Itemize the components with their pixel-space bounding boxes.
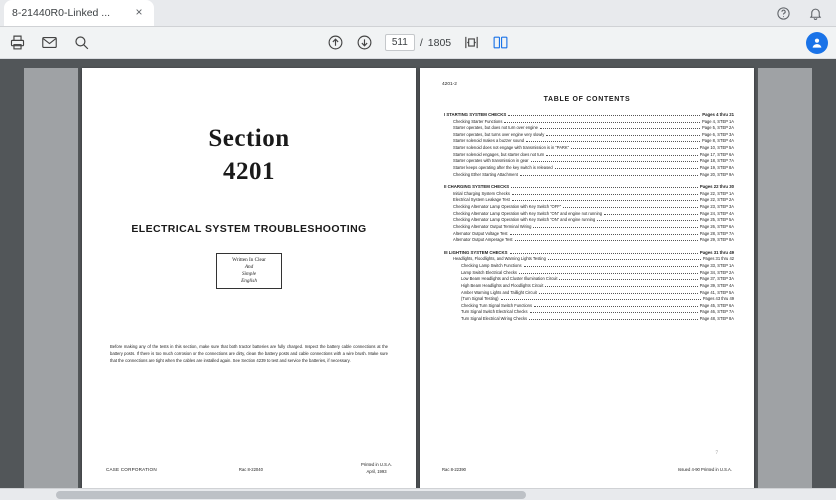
tab-strip bbox=[0, 0, 836, 27]
toc-entry[interactable] bbox=[444, 224, 734, 231]
page-number-input[interactable] bbox=[385, 34, 415, 51]
toc-entry-label: Starter keeps operating after the key switch is released bbox=[453, 164, 553, 170]
stamp-line-2: And bbox=[244, 263, 254, 270]
toc-group-heading[interactable] bbox=[444, 250, 734, 255]
toc-entry-page: Page 28, STEP 7A bbox=[699, 230, 734, 236]
toc-entry[interactable] bbox=[444, 296, 734, 303]
toc-leader-dots bbox=[526, 141, 700, 142]
toc-heading-page: Pages 22 thru 30 bbox=[699, 184, 734, 190]
toc-entry[interactable] bbox=[444, 283, 734, 290]
toc-entry-page: Page 37, STEP 3A bbox=[699, 276, 734, 282]
form-number: Rac 8-22040 bbox=[238, 467, 263, 472]
toc-group bbox=[444, 184, 734, 244]
toc-group bbox=[444, 250, 734, 323]
toc-entry-label: Turn Signal Electrical Wiring Checks bbox=[461, 316, 528, 322]
toc-entry-page: Page 17, STEP 6A bbox=[699, 151, 734, 157]
toc-leader-dots bbox=[540, 128, 700, 129]
toc-heading-page: Pages 4 thru 21 bbox=[702, 112, 734, 117]
toc-entry-label: High Beam Headlights and Floodlights Circuit bbox=[461, 282, 544, 288]
toc-leader-dots bbox=[520, 175, 698, 176]
toolbar-center-group bbox=[0, 34, 836, 52]
toc-entry[interactable] bbox=[444, 165, 734, 172]
toc-leader-dots bbox=[546, 155, 697, 156]
toc-leader-dots bbox=[504, 122, 700, 123]
toc-group-heading[interactable] bbox=[444, 184, 734, 189]
toc-entry[interactable] bbox=[444, 211, 734, 218]
written-in-clear-english-stamp bbox=[216, 253, 282, 289]
two-page-view-icon[interactable] bbox=[491, 34, 509, 52]
toc-entry-page: Pages 31 thru 42 bbox=[702, 256, 734, 262]
toc-entry[interactable] bbox=[444, 145, 734, 152]
next-page-edge bbox=[758, 68, 812, 488]
toc-entry-page: Page 39, STEP 4A bbox=[699, 282, 734, 288]
document-page-left bbox=[82, 68, 416, 488]
toc-leader-dots bbox=[510, 253, 698, 254]
toc-heading-page: Pages 31 thru 49 bbox=[699, 249, 734, 255]
toc-entry-label: Starter operates with transmission in gear bbox=[453, 158, 529, 164]
previous-page-edge bbox=[24, 68, 78, 488]
toc-entry[interactable] bbox=[444, 191, 734, 198]
toc-leader-dots bbox=[531, 161, 698, 162]
stamp-line-4: English bbox=[241, 277, 257, 284]
toc-entry[interactable] bbox=[444, 309, 734, 316]
toolbar-right-group bbox=[806, 32, 828, 54]
toc-entry-label: Checking Alternator Lamp Operation with Key Switch “ON” and engine running bbox=[453, 217, 596, 223]
toc-entry-label: Starter solenoid makes a buzzer sound bbox=[453, 138, 524, 144]
document-viewer[interactable] bbox=[0, 59, 836, 488]
toc-entry-page: Page 8, STEP 4A bbox=[701, 138, 734, 144]
toc-entry-page: Page 48, STEP 8A bbox=[699, 316, 734, 322]
toc-entry-label: Checking Turn Signal Switch Functions bbox=[461, 302, 532, 308]
toc-entry[interactable] bbox=[444, 256, 734, 263]
toc-entry[interactable] bbox=[444, 290, 734, 297]
toc-entry-label: Alternator Output Amperage Test bbox=[453, 237, 513, 243]
toc-entry[interactable] bbox=[444, 132, 734, 139]
toc-leader-dots bbox=[501, 299, 701, 300]
toc-entry-page: Page 45, STEP 6A bbox=[699, 302, 734, 308]
toc-entry-page: Page 22, STEP 1A bbox=[699, 190, 734, 196]
toc-leader-dots bbox=[539, 293, 698, 294]
horizontal-scrollbar[interactable] bbox=[0, 488, 836, 500]
toc-leader-dots bbox=[563, 207, 698, 208]
toc-heading-label: I STARTING SYSTEM CHECKS bbox=[444, 112, 507, 117]
page-separator: / bbox=[419, 36, 423, 49]
toc-leader-dots bbox=[512, 200, 698, 201]
toc-entry-page: Page 25, STEP 5A bbox=[699, 217, 734, 223]
toc-leader-dots bbox=[604, 214, 698, 215]
print-date: April, 1993 bbox=[366, 468, 387, 474]
tab-document[interactable] bbox=[4, 0, 154, 26]
toc-leader-dots bbox=[508, 115, 700, 116]
toc-entry-label: Starter solenoid engages, but starter does not turn bbox=[453, 151, 545, 157]
toc-entry[interactable] bbox=[444, 231, 734, 238]
document-page-right bbox=[420, 68, 754, 488]
toc-entry[interactable] bbox=[444, 204, 734, 211]
stamp-line-3: Simple bbox=[241, 270, 257, 277]
toc-form-number: Rac 8-22390 bbox=[442, 467, 466, 472]
print-info bbox=[361, 462, 392, 475]
toc-entry-page: Page 34, STEP 2A bbox=[699, 269, 734, 275]
toc-heading-label: II CHARGING SYSTEM CHECKS bbox=[444, 184, 510, 190]
print-icon[interactable] bbox=[8, 34, 26, 52]
toc-leader-dots bbox=[571, 148, 698, 149]
toc-heading-label: III LIGHTING SYSTEM CHECKS bbox=[444, 249, 508, 255]
tab-strip-actions bbox=[774, 4, 836, 26]
toc-entry-label: Checking Alternator Lamp Operation with Key Switch “ON” and engine not running bbox=[453, 210, 603, 216]
toc-leader-dots bbox=[597, 220, 697, 221]
close-icon[interactable]: × bbox=[135, 5, 143, 19]
toc-entry-label: Starter operates, but turns over engine very slowly bbox=[453, 131, 545, 137]
toolbar-left-group bbox=[8, 34, 90, 52]
toc-entry-label: Checking Starter Functions bbox=[453, 118, 503, 124]
toc-leader-dots bbox=[546, 135, 700, 136]
toc-group-heading[interactable] bbox=[444, 112, 734, 117]
total-pages: 1805 bbox=[427, 36, 452, 49]
toc-entry-page: Page 23, STEP 3A bbox=[699, 204, 734, 210]
toc-entry[interactable] bbox=[444, 217, 734, 224]
page-indicator bbox=[385, 34, 451, 51]
toc-entry-label: Checking Alternator Output Terminal Wiring bbox=[453, 223, 532, 229]
table-of-contents-title: TABLE OF CONTENTS bbox=[543, 96, 631, 103]
section-title: Section bbox=[208, 125, 290, 152]
toc-print-info: Issued 4-90 Printed in U.S.A. bbox=[678, 467, 732, 472]
toc-entry-page: Pages 43 thru 49 bbox=[702, 296, 734, 302]
toc-entry[interactable] bbox=[444, 158, 734, 165]
toc-entry-label: Low Beam Headlights and Cluster Illumination Circuit bbox=[461, 276, 558, 282]
toc-entry-page: Page 4, STEP 1A bbox=[701, 118, 734, 124]
tab-title: 8-21440R0-Linked ... bbox=[12, 7, 111, 19]
toc-leader-dots bbox=[519, 273, 698, 274]
toc-entry[interactable] bbox=[444, 316, 734, 323]
toc-entry[interactable] bbox=[444, 270, 734, 277]
toc-group bbox=[444, 112, 734, 178]
toc-entry-label: Initial Charging System Checks bbox=[453, 190, 510, 196]
toc-entry-label: Turn Signal Switch Electrical Checks bbox=[461, 309, 528, 315]
toc-entry[interactable] bbox=[444, 237, 734, 244]
toc-entry-label: Checking Ether Starting Attachment bbox=[453, 171, 518, 177]
toc-entry-label: (Turn Signal Testing) bbox=[461, 296, 499, 302]
page-folio: 4201-2 bbox=[442, 82, 457, 87]
toc-leader-dots bbox=[533, 227, 697, 228]
toc-leader-dots bbox=[555, 168, 698, 169]
toc-entry[interactable] bbox=[444, 263, 734, 270]
toc-entry[interactable] bbox=[444, 276, 734, 283]
toc-entry-label: Lamp Switch Electrical Checks bbox=[461, 269, 517, 275]
stamp-line-1: Written In Clear bbox=[232, 257, 266, 263]
toc-entry-label: Starter operates, but does not turn over engine bbox=[453, 125, 538, 131]
toc-leader-dots bbox=[530, 312, 698, 313]
toc-leader-dots bbox=[510, 234, 698, 235]
toc-leader-dots bbox=[559, 279, 697, 280]
toc-entry-page: Page 19, STEP 8A bbox=[699, 164, 734, 170]
toc-entry-page: Page 24, STEP 4A bbox=[699, 210, 734, 216]
section-subtitle: ELECTRICAL SYSTEM TROUBLESHOOTING bbox=[131, 223, 367, 235]
toc-entry-page: Page 46, STEP 7A bbox=[699, 309, 734, 315]
scrollbar-thumb[interactable] bbox=[56, 491, 526, 499]
toc-entry-page: Page 5, STEP 2A bbox=[701, 125, 734, 131]
toc-entry-label: Checking Alternator Lamp Operation with Key Switch “OFF” bbox=[453, 204, 562, 210]
toc-leader-dots bbox=[545, 286, 697, 287]
toc-entry-page: Page 20, STEP 9A bbox=[699, 171, 734, 177]
toc-entry-label: Headlights, Floodlights, and Warning Lights Testing bbox=[453, 256, 546, 262]
toc-entry-page: Page 18, STEP 7A bbox=[699, 158, 734, 164]
pdf-toolbar bbox=[0, 27, 836, 59]
toc-entry[interactable] bbox=[444, 197, 734, 204]
toc-entry-page: Page 10, STEP 5A bbox=[699, 145, 734, 151]
print-country: Printed in U.S.A. bbox=[361, 462, 392, 468]
arrow-down-circle-icon[interactable] bbox=[356, 34, 374, 52]
section-number: 4201 bbox=[223, 158, 275, 185]
toc-entry-label: Electrical System Leakage Test bbox=[453, 197, 510, 203]
toc-entry-page: Page 6, STEP 3A bbox=[701, 131, 734, 137]
toc-entry-page: Page 29, STEP 8A bbox=[699, 237, 734, 243]
toc-entry-label: Alternator Output Voltage Test bbox=[453, 230, 508, 236]
toc-leader-dots bbox=[524, 266, 698, 267]
toc-entry-page: Page 26, STEP 6A bbox=[699, 223, 734, 229]
help-circle-icon[interactable] bbox=[774, 4, 792, 22]
toc-entry-page: Page 22, STEP 2A bbox=[699, 197, 734, 203]
toc-entry[interactable] bbox=[444, 119, 734, 126]
arrow-up-circle-icon[interactable] bbox=[327, 34, 345, 52]
toc-entry[interactable] bbox=[444, 303, 734, 310]
toc-entry-page: Page 33, STEP 1A bbox=[699, 263, 734, 269]
toc-entry[interactable] bbox=[444, 138, 734, 145]
search-icon[interactable] bbox=[72, 34, 90, 52]
toc-entry-label: Amber Warning Lights and Taillight Circuit bbox=[461, 289, 537, 295]
toc-leader-dots bbox=[511, 187, 698, 188]
toc-leader-dots bbox=[529, 319, 698, 320]
toc-leader-dots bbox=[534, 306, 698, 307]
toc-entry[interactable] bbox=[444, 125, 734, 132]
toc-leader-dots bbox=[548, 259, 701, 260]
toc-entry[interactable] bbox=[444, 172, 734, 179]
envelope-icon[interactable] bbox=[40, 34, 58, 52]
toc-entry-page: Page 41, STEP 5A bbox=[699, 289, 734, 295]
table-of-contents-list bbox=[444, 112, 734, 329]
toc-leader-dots bbox=[512, 194, 698, 195]
account-avatar-icon[interactable] bbox=[806, 32, 828, 54]
toc-leader-dots bbox=[515, 240, 698, 241]
fit-page-icon[interactable] bbox=[462, 34, 480, 52]
bell-icon[interactable] bbox=[806, 4, 824, 22]
toc-entry[interactable] bbox=[444, 152, 734, 159]
margin-mark: 7 bbox=[715, 451, 718, 456]
toc-entry-label: Starter solenoid does not engage with transmission is in “PARK” bbox=[453, 145, 569, 151]
company-name: CASE CORPORATION bbox=[106, 467, 157, 472]
battery-note-paragraph: Before making any of the tests in this section, make sure that both tractor batteries are fully charged. Inspect the battery cable connections at the battery posts. If there is too much corrosion or the connections are dirty, clean the battery posts and cable connections with a wire brush. Make sure that the connections are tight when the cables are installed again. See Section 4239 to test and service the batteries, if necessary. bbox=[110, 344, 388, 363]
toc-entry-label: Checking Lamp Switch Functions bbox=[461, 263, 522, 269]
